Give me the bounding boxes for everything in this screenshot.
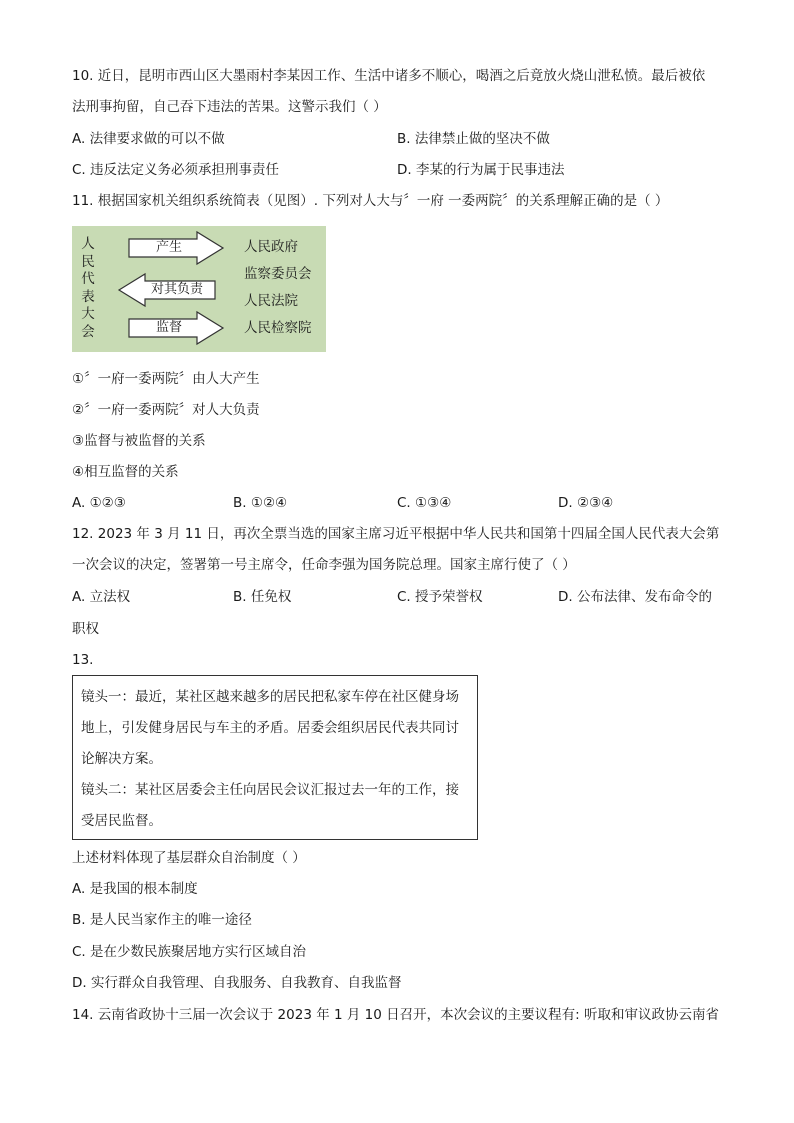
- q13-option-b: B. 是人民当家作主的唯一途径: [72, 912, 252, 928]
- material-line-2: 地上，引发健身居民与车主的矛盾。居委会组织居民代表共同讨: [81, 720, 459, 736]
- q13-option-c: C. 是在少数民族聚居地方实行区域自治: [72, 944, 307, 960]
- q10-stem-line1: 10. 近日，昆明市西山区大墨雨村李某因工作、生活中诸多不顺心，喝酒之后竟放火烧山泄私愤。最后被依: [72, 68, 706, 84]
- q11-item-2: ②〞一府一委两院〞对人大负责: [72, 402, 260, 418]
- material-line-1: 镜头一：最近，某社区越来越多的居民把私家车停在社区健身场: [81, 689, 459, 705]
- npc-char: 民: [81, 253, 95, 270]
- arrow-label-produce: 产生: [155, 240, 182, 255]
- npc-char: 表: [81, 288, 95, 305]
- q12-option-d: D. 公布法律、发布命令的: [558, 589, 712, 605]
- q11-option-a: A. ①②③: [72, 495, 126, 511]
- q10-option-d: D. 李某的行为属于民事违法: [397, 162, 565, 178]
- q10-option-a: A. 法律要求做的可以不做: [72, 131, 225, 147]
- q13-stem: 上述材料体现了基层群众自治制度（ ）: [72, 850, 306, 866]
- npc-char: 大: [81, 306, 95, 322]
- npc-label: [78, 236, 98, 341]
- material-line-5: 受居民监督。: [81, 813, 162, 829]
- q12-stem-line1: 12. 2023 年 3 月 11 日，再次全票当选的国家主席习近平根据中华人民共和国第十四届全国人民代表大会第: [72, 526, 720, 542]
- q12-stem-line2: 一次会议的决定，签署第一号主席令，任命李强为国务院总理。国家主席行使了（ ）: [72, 557, 576, 573]
- state-organ-diagram: [72, 226, 326, 352]
- material-line-3: 论解决方案。: [81, 751, 162, 767]
- q11-item-4: ④相互监督的关系: [72, 464, 179, 480]
- q13-option-a: A. 是我国的根本制度: [72, 881, 198, 897]
- npc-char: 代: [81, 271, 95, 287]
- q13-option-d: D. 实行群众自我管理、自我服务、自我教育、自我监督: [72, 975, 402, 991]
- npc-char: 人: [81, 236, 95, 252]
- organ-court: 人民法院: [244, 293, 298, 309]
- q13-number: 13.: [72, 652, 94, 668]
- q12-option-a: A. 立法权: [72, 589, 131, 605]
- organ-government: 人民政府: [244, 239, 298, 255]
- q10-option-b: B. 法律禁止做的坚决不做: [397, 131, 550, 147]
- q13-material-box: [72, 675, 478, 840]
- npc-char: 会: [81, 323, 95, 340]
- q12-option-b: B. 任免权: [233, 589, 292, 605]
- q11-item-1: ①〞一府一委两院〞由人大产生: [72, 371, 260, 387]
- q12-option-c: C. 授予荣誉权: [397, 589, 483, 605]
- arrow-label-responsible: 对其负责: [150, 282, 203, 297]
- organ-supervision-commission: 监察委员会: [244, 266, 312, 282]
- arrow-label-supervise: 监督: [155, 320, 182, 335]
- q14-stem-line1: 14. 云南省政协十三届一次会议于 2023 年 1 月 10 日召开，本次会议的主要议程有: 听取和审议政协云南省: [72, 1007, 719, 1023]
- q11-stem: 11. 根据国家机关组织系统简表（见图）. 下列对人大与〞一府 一委两院〞的关系理解正确的是（ ）: [72, 193, 669, 209]
- material-line-4: 镜头二：某社区居委会主任向居民会议汇报过去一年的工作，接: [81, 782, 459, 798]
- q10-option-c: C. 违反法定义务必须承担刑事责任: [72, 162, 280, 178]
- q11-option-b: B. ①②④: [233, 495, 288, 511]
- q12-option-d-continued: 职权: [72, 621, 99, 637]
- q11-option-c: C. ①③④: [397, 495, 452, 511]
- q10-stem-line2: 法刑事拘留，自己吞下违法的苦果。这警示我们（ ）: [72, 99, 387, 115]
- q11-option-d: D. ②③④: [558, 495, 614, 511]
- organ-procuratorate: 人民检察院: [244, 320, 312, 336]
- q11-item-3: ③监督与被监督的关系: [72, 433, 206, 449]
